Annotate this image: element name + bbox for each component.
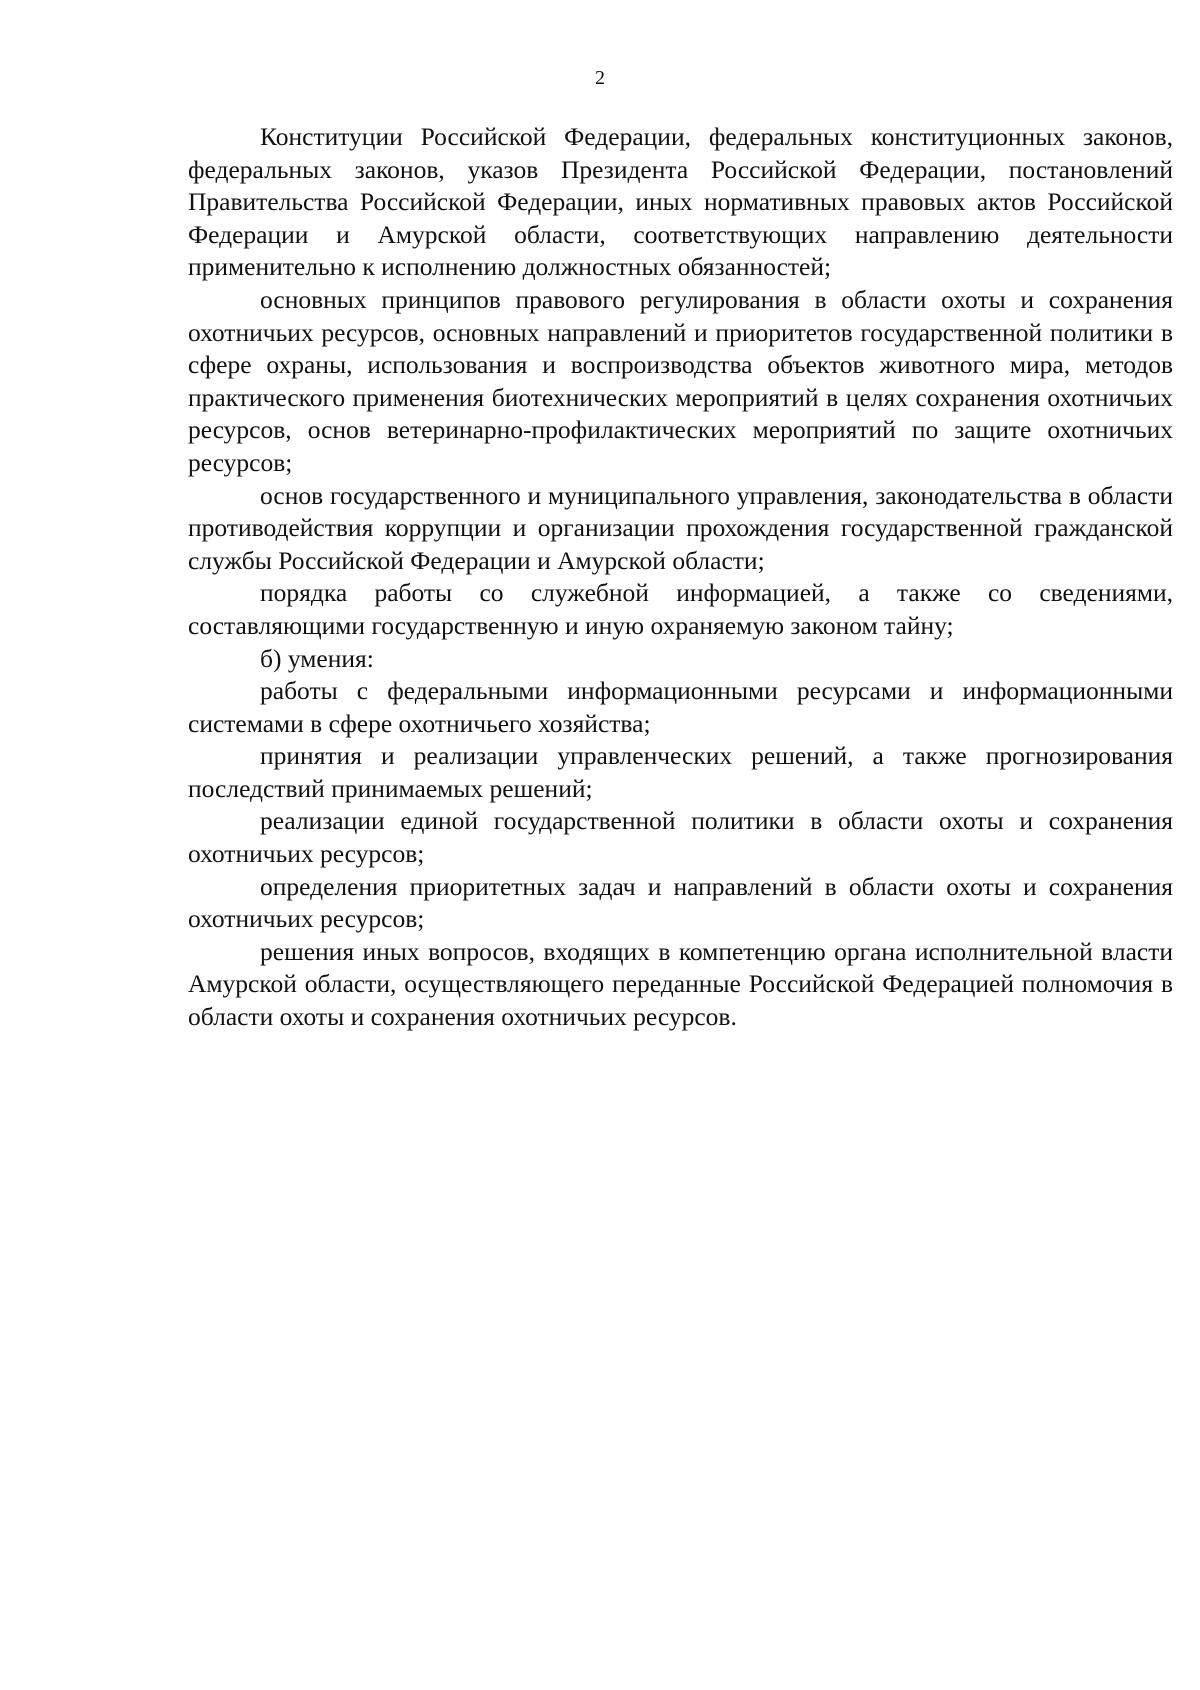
document-body xyxy=(188,121,1173,1034)
paragraph-knowledge-laws: Конституции Российской Федерации, федеральных конституционных законов, федеральных законов, указов Президента Российской Федерации, постановлений Правительства Российской Федерации, иных нормативных правовых актов Российской Федерации и Амурской области, соответствующих направлению деятельности применительно к исполнению должностных обязанностей; xyxy=(188,122,1173,282)
paragraph-skill-information-systems: работы с федеральными информационными ресурсами и информационными системами в сфере охотничьего хозяйства; xyxy=(188,676,1173,738)
paragraph-skill-priority-tasks: определения приоритетных задач и направлений в области охоты и сохранения охотничьих ресурсов; xyxy=(188,871,1173,934)
section-heading-skills: б) умения: xyxy=(260,643,374,673)
paragraph-knowledge-governance: основ государственного и муниципального управления, законодательства в области противодействия коррупции и организации прохождения государственной гражданской службы Российской Федерации и Амурской области; xyxy=(188,480,1173,575)
page-number: 2 xyxy=(595,67,605,89)
paragraph-knowledge-confidential-info: порядка работы со служебной информацией, а также со сведениями, составляющими государственную и иную охраняемую законом тайну; xyxy=(188,578,1173,640)
paragraph-skill-state-policy: реализации единой государственной политики в области охоты и сохранения охотничьих ресурсов; xyxy=(188,806,1173,869)
paragraph-skill-management-decisions: принятия и реализации управленческих решений, а также прогнозирования последствий принимаемых решений; xyxy=(188,741,1173,803)
paragraph-skill-other-questions: решения иных вопросов, входящих в компетенцию органа исполнительной власти Амурской области, осуществляющего переданные Российской Федерацией полномочия в области охоты и сохранения охотничьих ресурсов. xyxy=(188,936,1173,1032)
paragraph-knowledge-hunting-principles: основных принципов правового регулирования в области охоты и сохранения охотничьих ресурсов, основных направлений и приоритетов государственной политики в сфере охраны, использования и воспроизводства объектов животного мира, методов практического применения биотехнических мероприятий в целях сохранения охотничьих ресурсов, основ ветеринарно-профилактических мероприятий по защите охотничьих ресурсов; xyxy=(188,284,1173,477)
